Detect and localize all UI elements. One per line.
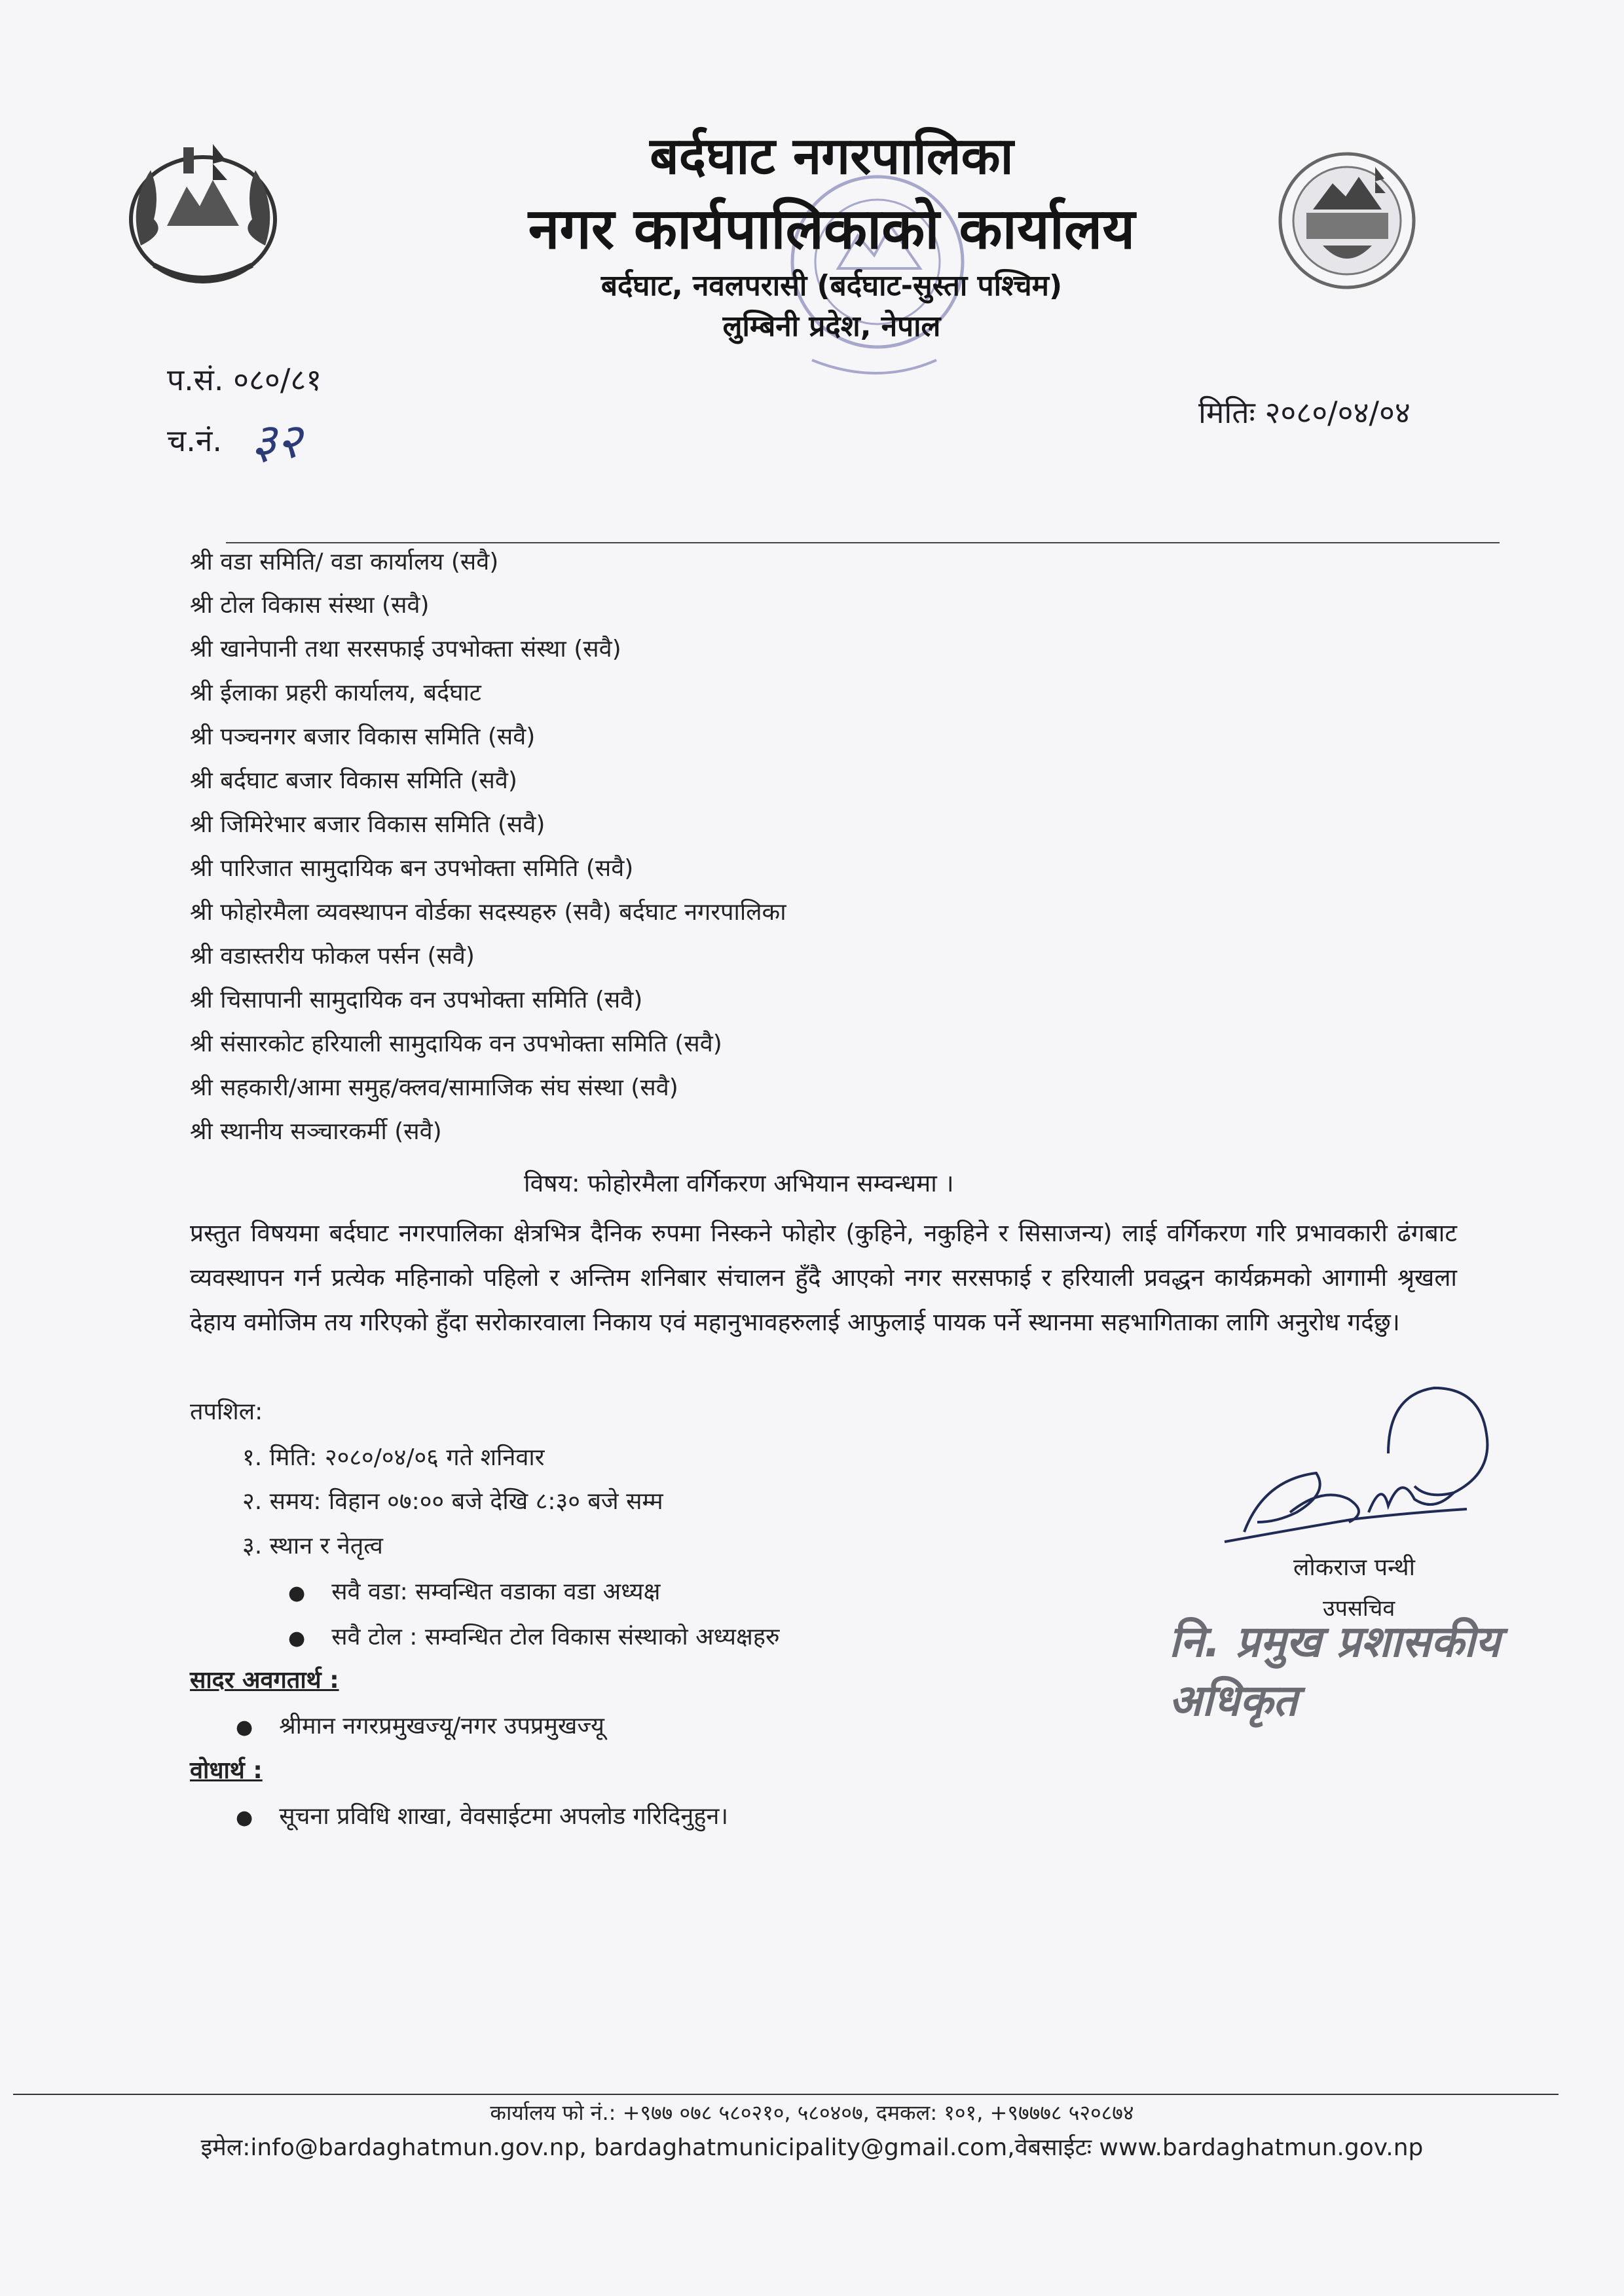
letter-subject: विषय: फोहोरमैला वर्गिकरण अभियान सम्वन्धमा । (524, 1169, 954, 1197)
letter-date: मितिः २०८०/०४/०४ (1198, 395, 1411, 430)
recipient-item: श्री फोहोरमैला व्यवस्थापन वोर्डका सदस्यहरु (सवै) बर्दघाट नगरपालिका (190, 899, 786, 926)
cc-item-text: श्रीमान नगरप्रमुखज्यू/नगर उपप्रमुखज्यू (279, 1713, 604, 1740)
footer-divider (13, 2094, 1559, 2095)
recipient-item: श्री जिमिरेभार बजार विकास समिति (सवै) (190, 811, 545, 838)
dispatch-number (167, 399, 302, 469)
recipient-item: श्री स्थानीय सञ्चारकर्मी (सवै) (190, 1118, 442, 1145)
details-heading: तपशिल: (190, 1398, 263, 1425)
footer-phone: कार्यालय फो नं.: +९७७ ०७८ ५८०२१०, ५८०४०७, दमकल: १०१, +९७७७८ ५२०८७४ (490, 2100, 1134, 2125)
footer-contact: इमेल:info@bardaghatmun.gov.np, bardaghatmunicipality@gmail.com,वेबसाईटः www.bardaghatmun.gov.np (200, 2134, 1424, 2161)
fiscal-year-reference: प.सं. ०८०/८१ (167, 362, 322, 397)
recipient-item: श्री बर्दघाट बजार विकास समिति (सवै) (190, 767, 517, 794)
info-heading: वोधार्थ : (190, 1757, 263, 1784)
details-sub-item-text: सवै वडा: सम्वन्धित वडाका वडा अध्यक्ष (331, 1578, 661, 1605)
recipient-item: श्री सहकारी/आमा समुह/क्लव/सामाजिक संघ संस्था (सवै) (190, 1074, 678, 1101)
details-sub-item-text: सवै टोल : सम्वन्धित टोल विकास संस्थाको अध्यक्षहरु (331, 1624, 780, 1650)
recipient-item: श्री वडा समिति/ वडा कार्यालय (सवै) (190, 549, 499, 575)
signer-title: उपसचिव (1323, 1595, 1395, 1622)
bullet-icon: ● (236, 1806, 253, 1829)
bullet-icon: ● (236, 1716, 253, 1739)
dispatch-number-value: ३२ (251, 413, 302, 469)
letter-body: प्रस्तुत विषयमा बर्दघाट नगरपालिका क्षेत्रभित्र दैनिक रुपमा निस्कने फोहोर (कुहिने, नकुहिने र सिसाजन्य) लाई वर्गिकरण गरि प्रभावकारी ढंगबाट व्यवस्थापन गर्न प्रत्येक महिनाको पहिलो र अन्तिम शनिबार संचालन हुँदै आएको नगर सरसफाई र हरियाली प्रवद्धन कार्यक्रमको आगामी श्रृखला देहाय वमोजिम तय गरिएको हुँदा सरोकारवाला निकाय एवं महानुभावहरुलाई आफुलाई पायक पर्ने स्थानमा सहभागिताका लागि अनुरोध गर्दछु। (190, 1219, 1457, 1336)
recipient-item: श्री ईलाका प्रहरी कार्यालय, बर्दघाट (190, 680, 481, 706)
details-item: १. मिति: २०८०/०४/०६ गते शनिवार (242, 1444, 545, 1471)
details-sub-item (288, 1620, 779, 1652)
details-item: २. समय: विहान ०७:०० बजे देखि ८:३० बजे सम्म (242, 1488, 663, 1515)
recipient-item: श्री पारिजात सामुदायिक बन उपभोक्ता समिति (सवै) (190, 855, 634, 882)
recipient-item: श्री संसारकोट हरियाली सामुदायिक वन उपभोक्ता समिति (सवै) (190, 1030, 722, 1057)
bullet-icon: ● (288, 1627, 306, 1650)
details-item: ३. स्थान र नेतृत्व (242, 1533, 383, 1559)
info-item-text: सूचना प्रविधि शाखा, वेवसाईटमा अपलोड गरिदिनुहुन। (279, 1803, 728, 1830)
recipient-item: श्री खानेपानी तथा सरसफाई उपभोक्ता संस्था (सवै) (190, 636, 621, 663)
header-divider (226, 542, 1500, 543)
province-name: लुम्बिनी प्रदेश, नेपाल (722, 310, 941, 343)
signer-name: लोकराज पन्थी (1293, 1554, 1415, 1581)
recipient-item: श्री टोल विकास संस्था (सवै) (190, 592, 430, 619)
recipient-item: श्री वडास्तरीय फोकल पर्सन (सवै) (190, 943, 475, 970)
designation-stamp: नि. प्रमुख प्रशासकीय अधिकृत (1169, 1616, 1500, 1726)
municipality-name: बर्दघाट नगरपालिका (650, 127, 1014, 186)
signature-icon (1218, 1381, 1500, 1558)
office-address: बर्दघाट, नवलपरासी (बर्दघाट-सुस्ता पश्चिम) (600, 269, 1063, 302)
cc-heading: सादर अवगतार्थ : (190, 1667, 339, 1694)
dispatch-label: च.नं. (167, 423, 222, 458)
cc-item (236, 1709, 604, 1741)
bullet-icon: ● (288, 1582, 306, 1605)
office-name: नगर कार्यपालिकाको कार्यालय (528, 196, 1135, 262)
recipient-item: श्री चिसापानी सामुदायिक वन उपभोक्ता समिति (सवै) (190, 987, 643, 1013)
info-item (236, 1799, 728, 1831)
recipient-item: श्री पञ्चनगर बजार विकास समिति (सवै) (190, 723, 536, 750)
details-sub-item (288, 1575, 660, 1607)
